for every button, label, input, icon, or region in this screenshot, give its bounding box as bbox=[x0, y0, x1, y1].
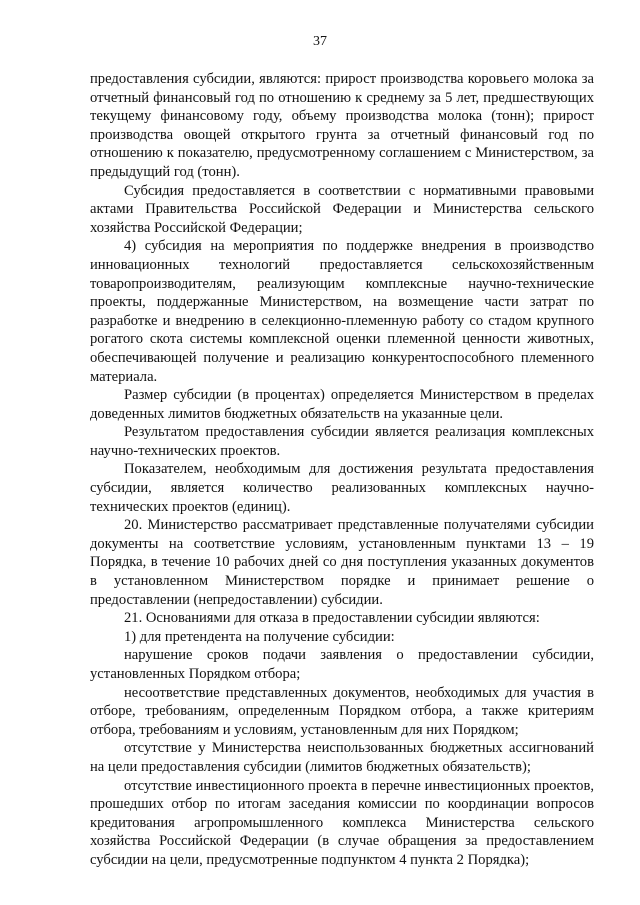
paragraph: 21. Основаниями для отказа в предоставлении субсидии являются: bbox=[124, 610, 540, 627]
paragraph: Результатом предоставления субсидии является реализация комплексных научно-технических проектов. bbox=[90, 424, 594, 459]
paragraph: несоответствие представленных документов, необходимых для участия в отборе, требованиям, определенным Порядком отбора, а также критериям отбора, требованиям и условиям, установленным для них Порядком; bbox=[90, 684, 594, 738]
paragraph: 20. Министерство рассматривает представленные получателями субсидии документы на соответствие условиям, установленным пунктами 13 – 19 Порядка, в течение 10 рабочих дней со дня поступления указанных документов в установленном Министерством порядке и принимает решение о предоставлении (непредоставлении) субсидии. bbox=[90, 517, 594, 608]
document-body bbox=[90, 70, 594, 870]
paragraph: Субсидия предоставляется в соответствии с нормативными правовыми актами Правительства Российской Федерации и Министерства сельского хозяйства Российской Федерации; bbox=[90, 182, 594, 236]
paragraph: отсутствие инвестиционного проекта в перечне инвестиционных проектов, прошедших отбор по итогам заседания комиссии по координации вопросов кредитования агропромышленного комплекса Министерства сельского хозяйства Российской Федерации (в случае обращения за предоставлением субсидии на цели, предусмотренные подпунктом 4 пункта 2 Порядка); bbox=[90, 777, 594, 868]
page-number: 37 bbox=[313, 34, 327, 49]
paragraph: Показателем, необходимым для достижения результата предоставления субсидии, является количество реализованных комплексных научно-технических проектов (единиц). bbox=[90, 461, 594, 515]
paragraph: Размер субсидии (в процентах) определяется Министерством в пределах доведенных лимитов бюджетных обязательств на указанные цели. bbox=[90, 387, 594, 422]
paragraph: нарушение сроков подачи заявления о предоставлении субсидии, установленных Порядком отбора; bbox=[90, 647, 594, 682]
paragraph: предоставления субсидии, являются: прирост производства коровьего молока за отчетный финансовый год по отношению к среднему за 5 лет, предшествующих текущему финансовому году, объему производства молока (тонн); прирост производства овощей открытого грунта за отчетный финансовый год по отношению к показателю, предусмотренному соглашением с Министерством, за предыдущий год (тонн). bbox=[90, 71, 594, 180]
paragraph: 1) для претендента на получение субсидии: bbox=[124, 628, 395, 645]
paragraph: 4) субсидия на мероприятия по поддержке внедрения в производство инновационных технологий предоставляется сельскохозяйственным товаропроизводителям, реализующим комплексные научно-технические проекты, поддержанные Министерством, на возмещение части затрат по разработке и внедрению в селекционно-племенную работу со стадом крупного рогатого скота системы комплексной оценки племенной ценности животных, обеспечивающей получение и реализацию конкурентоспособного племенного материала. bbox=[90, 238, 594, 385]
paragraph: отсутствие у Министерства неиспользованных бюджетных ассигнований на цели предоставления субсидии (лимитов бюджетных обязательств); bbox=[90, 740, 594, 775]
